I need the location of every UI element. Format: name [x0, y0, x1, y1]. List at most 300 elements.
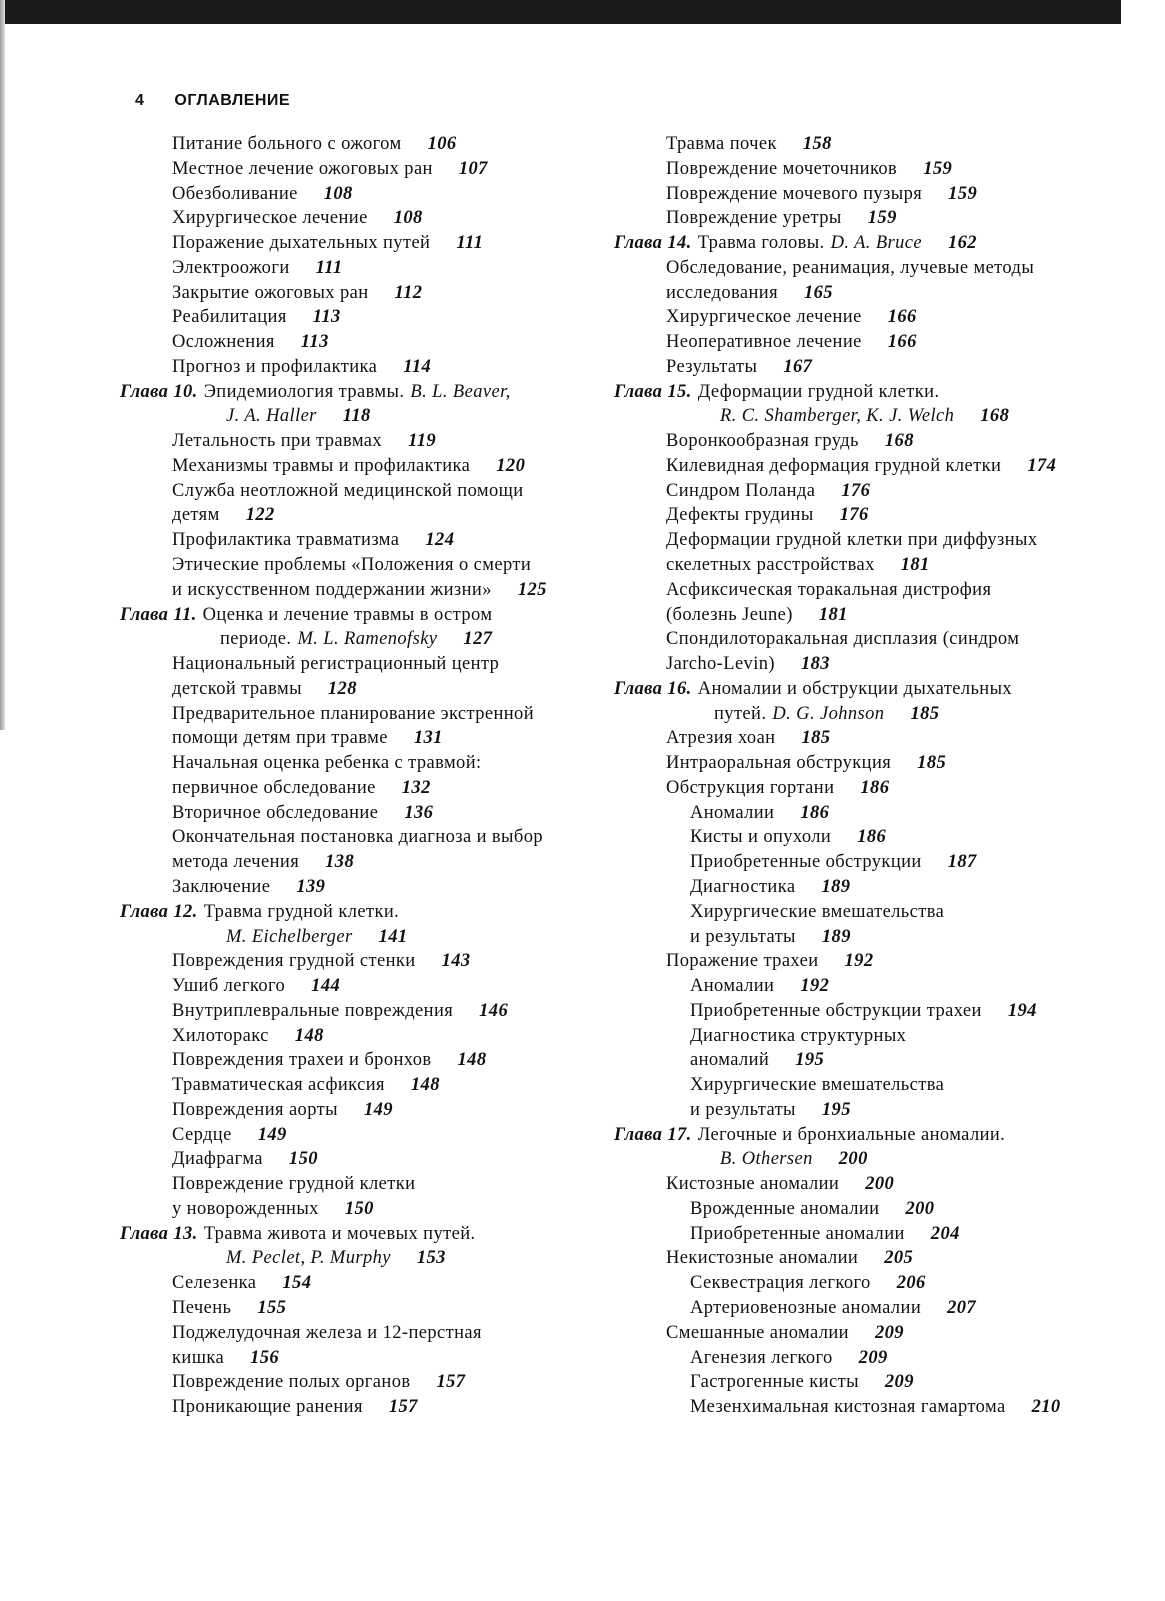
- entry-title: Национальный регистрационный центр: [172, 654, 500, 675]
- page-ref: 187: [947, 852, 977, 873]
- entry-title: Хилоторакс: [172, 1025, 269, 1046]
- toc-entry: [614, 825, 1104, 850]
- chapter-label: Глава 13.: [120, 1223, 198, 1244]
- entry-author: B. Othersen: [720, 1149, 813, 1170]
- entry-title: Вторичное обследование: [172, 802, 379, 823]
- entry-title: Диагностика: [690, 876, 796, 897]
- entry-author: M. Eichelberger: [226, 926, 353, 947]
- toc-entry: [120, 1321, 610, 1346]
- page-ref: 192: [844, 951, 874, 972]
- entry-author: M. Peclet, P. Murphy: [226, 1248, 391, 1269]
- toc-entry: [120, 454, 610, 479]
- page-ref: 146: [479, 1000, 509, 1021]
- page-ref: 148: [294, 1025, 324, 1046]
- toc-entry: [614, 429, 1104, 454]
- page-ref: 122: [245, 505, 275, 526]
- toc-right-column: [614, 132, 1104, 1420]
- toc-entry: [120, 1271, 610, 1296]
- page-ref: 107: [458, 158, 488, 179]
- entry-title: Хирургическое лечение: [172, 208, 368, 229]
- page-ref: 125: [517, 579, 547, 600]
- toc-entry: [120, 404, 610, 429]
- entry-title: Обезболивание: [172, 183, 298, 204]
- toc-entry: [120, 974, 610, 999]
- entry-author: D. A. Bruce: [830, 233, 922, 254]
- page-ref: 159: [867, 208, 897, 229]
- page-ref: 189: [821, 876, 851, 897]
- toc-entry: [120, 132, 610, 157]
- entry-title: и результаты: [690, 1099, 796, 1120]
- toc-entry: [614, 627, 1104, 652]
- toc-entry: [120, 1123, 610, 1148]
- entry-title: Поджелудочная железа и 12-перстная: [172, 1322, 482, 1343]
- page-ref: 154: [282, 1273, 312, 1294]
- entry-title: Повреждение уретры: [666, 208, 842, 229]
- toc-entry: [614, 1346, 1104, 1371]
- toc-entry: [120, 925, 610, 950]
- page-ref: 195: [821, 1099, 851, 1120]
- toc-entry: [614, 925, 1104, 950]
- toc-entry: [614, 1024, 1104, 1049]
- toc-chapter-entry: [120, 900, 610, 925]
- toc-entry: [614, 182, 1104, 207]
- entry-title: Дефекты грудины: [666, 505, 814, 526]
- entry-title: Артериовенозные аномалии: [690, 1297, 922, 1318]
- toc-entry: [614, 603, 1104, 628]
- page-ref: 209: [884, 1372, 914, 1393]
- page-ref: 158: [802, 134, 832, 154]
- toc-entry: [120, 1048, 610, 1073]
- entry-title: Смешанные аномалии: [666, 1322, 849, 1343]
- toc-entry: [614, 1271, 1104, 1296]
- toc-entry: [614, 1098, 1104, 1123]
- toc-entry: [120, 206, 610, 231]
- toc-left-column: [120, 132, 610, 1420]
- toc-entry: [120, 652, 610, 677]
- entry-title: Обследование, реанимация, лучевые методы: [666, 257, 1035, 278]
- page-ref: 150: [288, 1149, 318, 1170]
- page-ref: 132: [401, 777, 431, 798]
- page-ref: 106: [427, 134, 457, 154]
- toc-entry: [614, 355, 1104, 380]
- page-ref: 166: [887, 307, 917, 328]
- toc-entry: [614, 1172, 1104, 1197]
- toc-entry: [120, 949, 610, 974]
- entry-title: Спондилоторакальная дисплазия (синдром: [666, 629, 1020, 650]
- entry-title: Поражение трахеи: [666, 951, 819, 972]
- toc-entry: [120, 1024, 610, 1049]
- page-ref: 186: [860, 777, 890, 798]
- toc-entry: [120, 553, 610, 578]
- toc-entry: [120, 1296, 610, 1321]
- entry-title: Мезенхимальная кистозная гамартома: [690, 1397, 1006, 1418]
- toc-entry: [120, 330, 610, 355]
- entry-title: Некистозные аномалии: [666, 1248, 859, 1269]
- page-ref: 186: [800, 802, 830, 823]
- page-ref: 207: [947, 1297, 977, 1318]
- toc-entry: [120, 776, 610, 801]
- entry-title: Повреждение полых органов: [172, 1372, 411, 1393]
- page-ref: 185: [801, 728, 831, 749]
- entry-title: аномалий: [690, 1050, 770, 1071]
- entry-title: Травма почек: [666, 134, 777, 154]
- page-ref: 183: [800, 654, 830, 675]
- toc-entry: [614, 1246, 1104, 1271]
- entry-title: скелетных расстройствах: [666, 555, 875, 576]
- page-ref: 139: [296, 876, 326, 897]
- entry-title: Печень: [172, 1297, 232, 1318]
- entry-title: Хирургическое лечение: [666, 307, 862, 328]
- scan-top-border: [0, 0, 1121, 24]
- entry-title: Служба неотложной медицинской помощи: [172, 480, 524, 501]
- toc-entry: [614, 454, 1104, 479]
- toc-entry: [614, 652, 1104, 677]
- page-ref: 167: [783, 356, 813, 377]
- toc-entry: [614, 503, 1104, 528]
- entry-title: и искусственном поддержании жизни»: [172, 579, 492, 600]
- toc-entry: [614, 1370, 1104, 1395]
- toc-entry: [614, 1296, 1104, 1321]
- page-ref: 149: [257, 1124, 287, 1145]
- page-ref: 165: [804, 282, 833, 303]
- entry-title: Сердце: [172, 1124, 232, 1145]
- toc-entry: [614, 206, 1104, 231]
- page-ref: 112: [394, 282, 423, 303]
- toc-entry: [614, 875, 1104, 900]
- entry-title: Хирургические вмешательства: [690, 1075, 945, 1096]
- entry-title: Ушиб легкого: [172, 976, 286, 997]
- entry-title: Приобретенные обструкции: [690, 852, 922, 873]
- page-ref: 185: [910, 703, 940, 724]
- toc-entry: [120, 1346, 610, 1371]
- toc-entry: [614, 256, 1104, 281]
- entry-title: Заключение: [172, 876, 271, 897]
- toc-entry: [120, 157, 610, 182]
- toc-entry: [614, 949, 1104, 974]
- entry-author: J. A. Haller: [226, 406, 317, 427]
- toc-entry: [614, 801, 1104, 826]
- page-ref: 156: [250, 1347, 280, 1368]
- toc-entry: [614, 330, 1104, 355]
- toc-entry: [120, 801, 610, 826]
- toc-chapter-entry: [614, 677, 1104, 702]
- page-ref: 131: [413, 728, 443, 749]
- entry-title: Повреждения грудной стенки: [172, 951, 416, 972]
- toc-entry: [120, 999, 610, 1024]
- toc-entry: [120, 503, 610, 528]
- entry-title: Реабилитация: [172, 307, 287, 328]
- chapter-label: Глава 12.: [120, 901, 198, 922]
- page-ref: 166: [887, 332, 917, 353]
- toc-entry: [120, 850, 610, 875]
- page-ref: 157: [388, 1397, 418, 1418]
- toc-entry: [614, 132, 1104, 157]
- page-ref: 149: [363, 1099, 393, 1120]
- entry-title: Гастрогенные кисты: [690, 1372, 859, 1393]
- page-ref: 209: [858, 1347, 888, 1368]
- toc-entry: [120, 677, 610, 702]
- page-ref: 200: [838, 1149, 868, 1170]
- entry-title: (болезнь Jeune): [666, 604, 793, 625]
- page-ref: 181: [818, 604, 848, 625]
- toc-entry: [614, 751, 1104, 776]
- page-ref: 186: [857, 827, 887, 848]
- toc-entry: [614, 776, 1104, 801]
- entry-title: помощи детям при травме: [172, 728, 388, 749]
- toc-entry: [614, 999, 1104, 1024]
- toc-entry: [120, 1098, 610, 1123]
- page-ref: 185: [917, 753, 947, 774]
- toc-entry: [614, 1395, 1104, 1420]
- entry-title: кишка: [172, 1347, 225, 1368]
- page-ref: 210: [1031, 1397, 1061, 1418]
- toc-chapter-entry: [614, 380, 1104, 405]
- entry-title: метода лечения: [172, 852, 300, 873]
- entry-title: Повреждение мочевого пузыря: [666, 183, 923, 204]
- page-ref: 189: [821, 926, 851, 947]
- entry-title: Начальная оценка ребенка с травмой:: [172, 753, 482, 774]
- entry-title: Атрезия хоан: [666, 728, 776, 749]
- toc-entry: [614, 528, 1104, 553]
- page-ref: 150: [344, 1198, 374, 1219]
- page-ref: 192: [800, 976, 830, 997]
- entry-title: Эпидемиология травмы.: [203, 381, 405, 402]
- toc-entry: [120, 751, 610, 776]
- toc-entry: [120, 1370, 610, 1395]
- page-ref: 148: [457, 1050, 487, 1071]
- entry-author: R. C. Shamberger, K. J. Welch: [720, 406, 955, 427]
- page-ref: 162: [948, 233, 977, 254]
- page-ref: 128: [327, 678, 357, 699]
- page-ref: 108: [393, 208, 423, 229]
- entry-title: Механизмы травмы и профилактика: [172, 455, 471, 476]
- toc-chapter-entry: [120, 603, 610, 628]
- entry-title: детской травмы: [172, 678, 302, 699]
- page-ref: 194: [1007, 1000, 1037, 1021]
- entry-title: Этические проблемы «Положения о смерти: [172, 555, 532, 576]
- page-ref: 195: [795, 1050, 825, 1071]
- page-ref: 174: [1027, 455, 1057, 476]
- page-ref: 113: [300, 332, 329, 353]
- toc-entry: [120, 1172, 610, 1197]
- toc-entry: [120, 305, 610, 330]
- entry-title: Кисты и опухоли: [690, 827, 832, 848]
- page-ref: 118: [342, 406, 371, 427]
- page-ref: 148: [410, 1075, 440, 1096]
- entry-title: Травма головы.: [697, 233, 825, 254]
- entry-title: Приобретенные обструкции трахеи: [690, 1000, 982, 1021]
- chapter-label: Глава 14.: [614, 233, 692, 254]
- entry-title: Травматическая асфиксия: [172, 1075, 385, 1096]
- scan-left-edge: [0, 0, 5, 730]
- chapter-label: Глава 17.: [614, 1124, 692, 1145]
- page-ref: 159: [948, 183, 978, 204]
- page-title: ОГЛАВЛЕНИЕ: [174, 92, 291, 109]
- entry-title: исследования: [666, 282, 778, 303]
- toc-entry: [120, 256, 610, 281]
- toc-entry: [614, 1197, 1104, 1222]
- entry-title: Диафрагма: [172, 1149, 263, 1170]
- page-ref: 124: [425, 530, 455, 551]
- entry-title: Повреждения трахеи и бронхов: [172, 1050, 432, 1071]
- toc-entry: [120, 528, 610, 553]
- page-ref: 168: [980, 406, 1010, 427]
- toc-entry: [120, 1147, 610, 1172]
- entry-title: Местное лечение ожоговых ран: [172, 158, 433, 179]
- toc-entry: [614, 404, 1104, 429]
- entry-title: Повреждение грудной клетки: [172, 1174, 416, 1195]
- page-ref: 111: [456, 233, 484, 254]
- toc-entry: [120, 578, 610, 603]
- entry-title: Кистозные аномалии: [666, 1174, 840, 1195]
- page-ref: 141: [378, 926, 408, 947]
- page-ref: 127: [463, 629, 493, 650]
- entry-title: первичное обследование: [172, 777, 376, 798]
- entry-title: Секвестрация легкого: [690, 1273, 871, 1294]
- toc-entry: [120, 1197, 610, 1222]
- entry-title: Jarcho-Levin): [666, 654, 775, 675]
- toc-entry: [614, 1321, 1104, 1346]
- page-ref: 138: [325, 852, 355, 873]
- entry-title: Оценка и лечение травмы в остром: [202, 604, 493, 625]
- entry-title: Приобретенные аномалии: [690, 1223, 905, 1244]
- toc-entry: [614, 479, 1104, 504]
- page-ref: 113: [312, 307, 341, 328]
- entry-title: Деформации грудной клетки.: [697, 381, 940, 402]
- entry-author: B. L. Beaver,: [410, 381, 511, 402]
- entry-title: детям: [172, 505, 220, 526]
- toc-chapter-entry: [614, 1123, 1104, 1148]
- toc-chapter-entry: [120, 380, 610, 405]
- toc-entry: [120, 231, 610, 256]
- toc-entry: [120, 1073, 610, 1098]
- toc-entry: [120, 702, 610, 727]
- entry-title: Интраоральная обструкция: [666, 753, 892, 774]
- page-ref: 114: [403, 356, 432, 377]
- entry-title: Профилактика травматизма: [172, 530, 400, 551]
- entry-title: Агенезия легкого: [690, 1347, 833, 1368]
- toc-entry: [614, 305, 1104, 330]
- entry-title: Питание больного с ожогом: [172, 134, 402, 154]
- page-header: [135, 92, 290, 110]
- entry-title: Килевидная деформация грудной клетки: [666, 455, 1002, 476]
- entry-title: Проникающие ранения: [172, 1397, 363, 1418]
- toc-entry: [120, 875, 610, 900]
- chapter-label: Глава 11.: [120, 604, 197, 625]
- page-ref: 209: [874, 1322, 904, 1343]
- toc-entry: [614, 702, 1104, 727]
- entry-title: Летальность при травмах: [172, 431, 383, 452]
- entry-title: Аномалии и обструкции дыхательных: [697, 678, 1013, 699]
- page-ref: 168: [884, 431, 914, 452]
- toc-entry: [120, 479, 610, 504]
- page-ref: 181: [900, 555, 930, 576]
- toc-entry: [614, 281, 1104, 306]
- chapter-label: Глава 10.: [120, 381, 198, 402]
- toc-chapter-entry: [614, 231, 1104, 256]
- entry-title: Селезенка: [172, 1273, 257, 1294]
- entry-title: Закрытие ожоговых ран: [172, 282, 369, 303]
- entry-title: Поражение дыхательных путей: [172, 233, 431, 254]
- entry-title: Прогноз и профилактика: [172, 356, 378, 377]
- entry-title: Внутриплевральные повреждения: [172, 1000, 454, 1021]
- page-ref: 108: [323, 183, 353, 204]
- entry-title: Воронкообразная грудь: [666, 431, 859, 452]
- entry-title: Аномалии: [690, 976, 775, 997]
- entry-title: Осложнения: [172, 332, 275, 353]
- page-number: 4: [135, 92, 145, 109]
- page-ref: 206: [896, 1273, 926, 1294]
- page-ref: 176: [839, 505, 869, 526]
- toc-entry: [120, 429, 610, 454]
- entry-author: M. L. Ramenofsky: [297, 629, 438, 650]
- toc-entry: [120, 182, 610, 207]
- entry-title: Легочные и бронхиальные аномалии.: [697, 1124, 1006, 1145]
- entry-title: Асфиксическая торакальная дистрофия: [666, 579, 992, 600]
- toc-entry: [120, 281, 610, 306]
- entry-title: у новорожденных: [172, 1198, 319, 1219]
- entry-title: Диагностика структурных: [690, 1025, 907, 1046]
- entry-title: Обструкция гортани: [666, 777, 835, 798]
- entry-title: и результаты: [690, 926, 796, 947]
- toc-entry: [614, 157, 1104, 182]
- toc-entry: [614, 974, 1104, 999]
- toc-entry: [614, 1073, 1104, 1098]
- page-ref: 204: [930, 1223, 960, 1244]
- page-ref: 111: [315, 257, 343, 278]
- page-ref: 153: [416, 1248, 446, 1269]
- entry-title: путей.: [714, 703, 767, 724]
- page-ref: 157: [436, 1372, 466, 1393]
- entry-title: Предварительное планирование экстренной: [172, 703, 535, 724]
- page-ref: 119: [408, 431, 436, 452]
- entry-title: Окончательная постановка диагноза и выбор: [172, 827, 543, 848]
- page-ref: 200: [865, 1174, 895, 1195]
- entry-author: D. G. Johnson: [772, 703, 885, 724]
- toc-chapter-entry: [120, 1222, 610, 1247]
- entry-title: Аномалии: [690, 802, 775, 823]
- page-ref: 159: [923, 158, 953, 179]
- toc-entry: [614, 900, 1104, 925]
- page-ref: 155: [257, 1297, 287, 1318]
- entry-title: Деформации грудной клетки при диффузных: [666, 530, 1038, 551]
- toc-entry: [120, 1246, 610, 1271]
- toc-entry: [614, 850, 1104, 875]
- entry-title: Повреждения аорты: [172, 1099, 338, 1120]
- page-ref: 200: [905, 1198, 935, 1219]
- entry-title: периоде.: [220, 629, 292, 650]
- entry-title: Врожденные аномалии: [690, 1198, 880, 1219]
- page-ref: 176: [841, 480, 871, 501]
- chapter-label: Глава 16.: [614, 678, 692, 699]
- page-ref: 205: [884, 1248, 914, 1269]
- toc-entry: [614, 553, 1104, 578]
- toc-entry: [614, 1222, 1104, 1247]
- toc-entry: [614, 578, 1104, 603]
- toc-entry: [614, 726, 1104, 751]
- toc-entry: [120, 355, 610, 380]
- toc-entry: [614, 1048, 1104, 1073]
- toc-entry: [120, 825, 610, 850]
- page-ref: 143: [441, 951, 471, 972]
- entry-title: Электроожоги: [172, 257, 290, 278]
- entry-title: Синдром Поланда: [666, 480, 816, 501]
- entry-title: Травма живота и мочевых путей.: [203, 1223, 476, 1244]
- page-ref: 144: [311, 976, 341, 997]
- entry-title: Неоперативное лечение: [666, 332, 862, 353]
- entry-title: Хирургические вмешательства: [690, 901, 945, 922]
- toc-entry: [614, 1147, 1104, 1172]
